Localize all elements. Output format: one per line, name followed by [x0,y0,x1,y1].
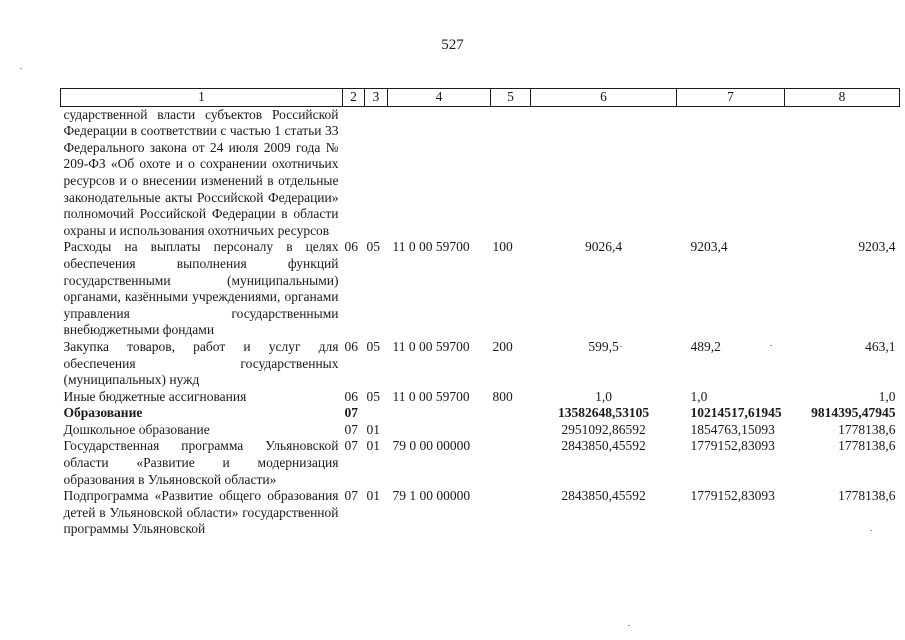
row-section-code: 07 [344,405,358,421]
row-value-col6: 2843850,45592 [561,488,646,504]
row-name: Закупка товаров, работ и услуг для обеспечения государственных (муниципальных) нужд [63,338,339,388]
table-row [61,339,900,389]
row-value-col6: 2843850,45592 [561,438,646,454]
row-subsection-code [365,405,388,422]
table-row [61,389,900,406]
row-section-code: 06 [344,239,358,255]
row-name: Государственная программа Ульяновской области «Развитие и модернизация образования в Ульяновской области» [63,438,339,487]
scan-speck [620,346,622,347]
row-value-col7: 1779152,83093 [690,488,775,504]
row-target-article: 11 0 00 59700 [392,239,470,255]
row-expense-type: 800 [492,388,513,404]
row-subsection-code: 01 [366,421,380,437]
header-cell: 3 [365,89,388,107]
row-name: Иные бюджетные ассигнования [63,388,247,404]
scan-speck [20,68,22,69]
header-row [61,89,900,107]
row-value-col8: 463,1 [865,338,896,354]
row-value-col6: 13582648,53105 [557,405,650,421]
row-target-article: 79 0 00 00000 [392,438,471,454]
row-value-col6: 599,5 [588,338,619,354]
row-target-article [388,405,491,422]
row-subsection-code [365,106,388,239]
row-section-code [343,106,365,239]
row-name: сударственной власти субъектов Российской Федерации в соответствии с частью 1 статьи 33 Федерального закона от 24 июля 2009 года № 209-ФЗ «Об охоте и о сохранении охотничьих ресурсов и о внесении изменений в отдельные законодательные акты Российской Федерации» полномочий Российской Федерации в области охраны и использования охотничьих ресурсов [63,106,339,238]
row-subsection-code: 05 [366,388,380,404]
row-value-col7: 1854763,15093 [690,421,775,437]
row-value-col8: 1778138,6 [838,438,896,454]
row-value-col7: 9203,4 [690,239,728,255]
row-value-col6: 2951092,86592 [561,421,646,437]
row-value-col6: 9026,4 [584,239,623,255]
table-header [61,89,900,107]
row-value-col7: 489,2 [690,338,721,354]
table-row [61,438,900,488]
row-value-col8: 1778138,6 [838,488,896,504]
row-value-col8: 9203,4 [858,239,896,255]
scan-speck [628,625,630,626]
row-expense-type [491,438,531,488]
scan-speck [770,345,772,346]
header-cell: 8 [785,89,900,107]
budget-table [60,88,900,538]
table-row [61,106,900,239]
row-section-code: 06 [344,388,358,404]
row-subsection-code: 01 [366,438,380,454]
row-section-code: 07 [344,438,358,454]
row-subsection-code: 01 [366,488,380,504]
table-row [61,239,900,339]
header-cell: 7 [677,89,785,107]
header-cell: 2 [343,89,365,107]
row-value-col7 [677,106,785,239]
row-value-col8: 1,0 [878,388,896,404]
row-expense-type [491,422,531,439]
header-cell: 4 [388,89,491,107]
row-section-code: 06 [344,338,358,354]
row-expense-type: 100 [492,239,513,255]
row-name: Дошкольное образование [63,421,210,437]
header-cell: 5 [491,89,531,107]
row-value-col8: 9814395,47945 [811,405,896,421]
table-row [61,405,900,422]
row-target-article [388,422,491,439]
row-value-col7: 1779152,83093 [690,438,775,454]
row-expense-type: 200 [492,338,513,354]
row-value-col7: 1,0 [690,388,708,404]
row-value-col6 [531,106,677,239]
row-name: Расходы на выплаты персоналу в целях обеспечения выполнения функций государственными (муниципальными) органами, казёнными учреждениями, органами управления государственными внебюджетными фондами [63,239,339,338]
row-value-col8: 1778138,6 [838,421,896,437]
row-value-col7: 10214517,61945 [690,405,782,421]
row-section-code: 07 [344,488,358,504]
row-name: Образование [63,405,143,421]
row-value-col8 [785,106,900,239]
row-subsection-code: 05 [366,338,380,354]
row-expense-type [491,405,531,422]
table-row [61,488,900,538]
table-body [61,106,900,538]
row-section-code: 07 [344,421,358,437]
row-target-article: 79 1 00 00000 [392,488,471,504]
row-name: Подпрограмма «Развитие общего образования детей в Ульяновской области» государственной программы Ульяновской [63,488,339,537]
page-number: 527 [441,37,464,53]
scan-speck [870,530,872,531]
table-row [61,422,900,439]
row-subsection-code: 05 [366,239,380,255]
row-value-col6: 1,0 [595,388,612,404]
row-target-article: 11 0 00 59700 [392,338,470,354]
header-cell: 6 [531,89,677,107]
row-expense-type [491,106,531,239]
row-expense-type [491,488,531,538]
row-target-article [388,106,491,239]
header-cell: 1 [61,89,343,107]
row-target-article: 11 0 00 59700 [392,388,470,404]
